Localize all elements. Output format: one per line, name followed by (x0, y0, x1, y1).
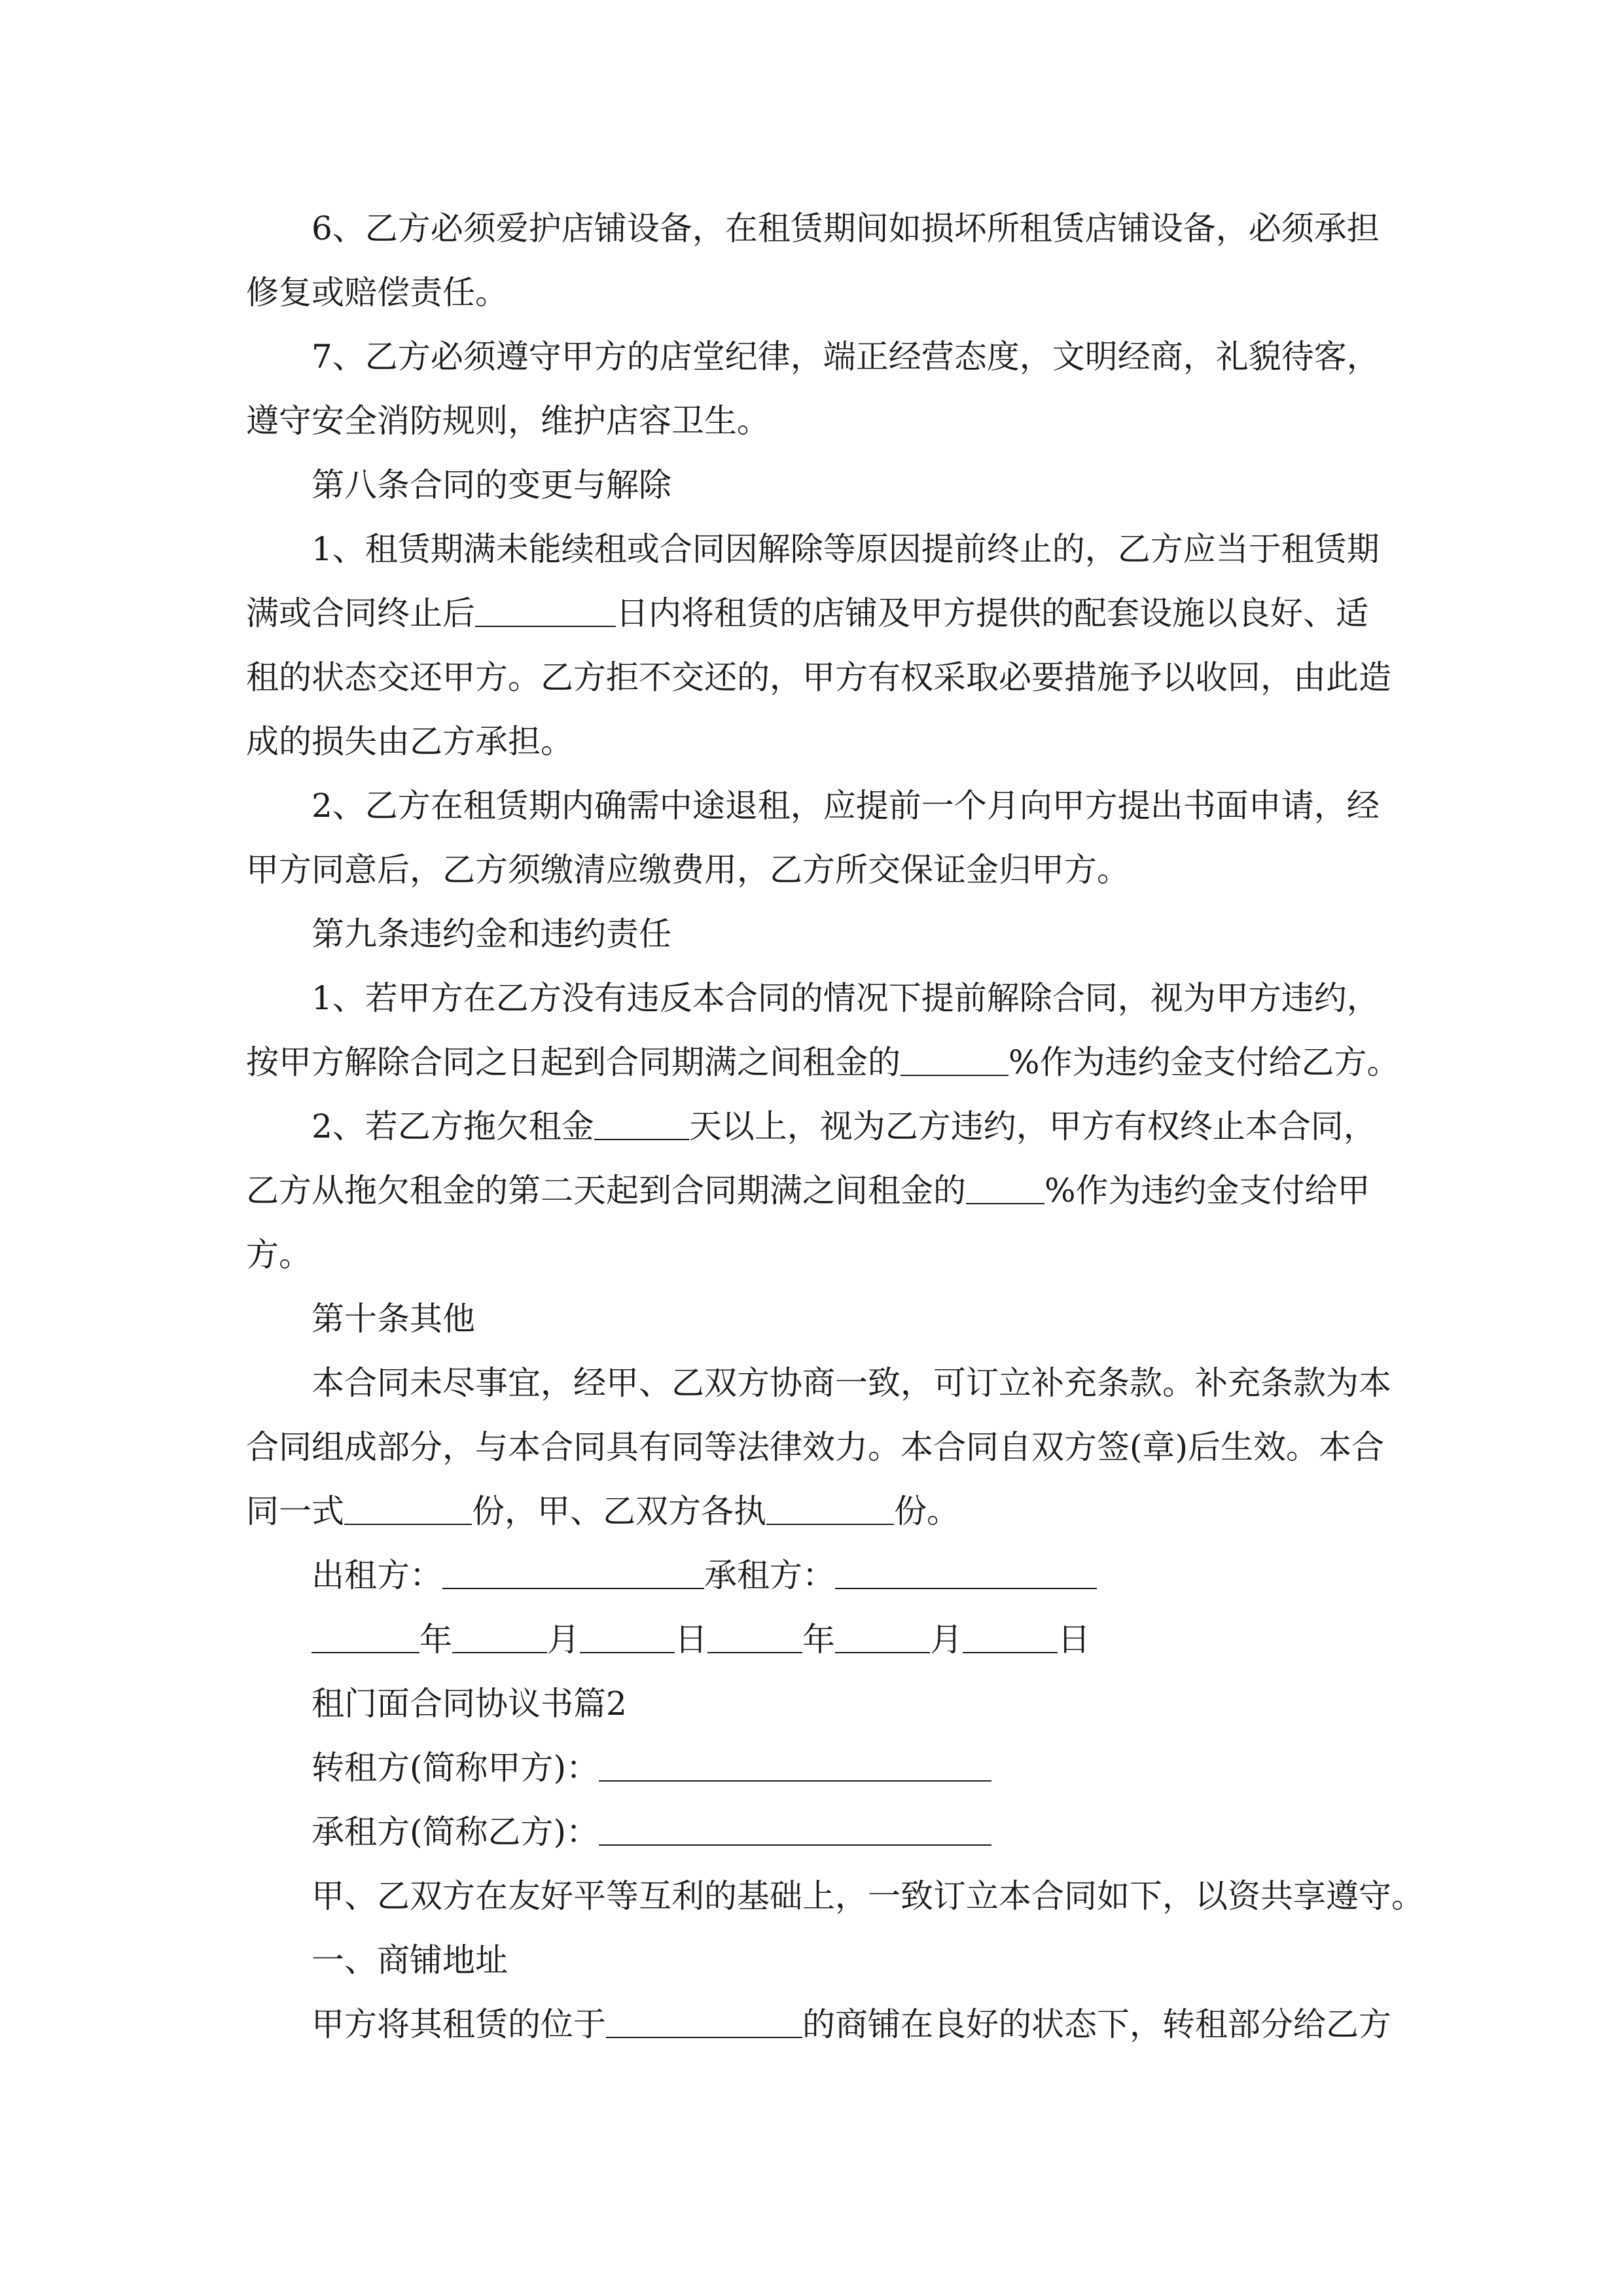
article-8-title: 第八条合同的变更与解除 (312, 466, 671, 504)
article-10-line-2: 合同组成部分，与本合同具有同等法律效力。本合同自双方签(章)后生效。本合 (246, 1428, 1385, 1466)
year-blank-2 (707, 1619, 802, 1653)
address-blank (606, 2004, 802, 2038)
article-9-title: 第九条违约金和违约责任 (312, 915, 671, 953)
contract-2-title (246, 1672, 1404, 1736)
sublessee-blank (599, 1812, 991, 1846)
text-segment: 满或合同终止后 (246, 594, 475, 632)
clause-9-2-line-1 (246, 1094, 1404, 1158)
clause-8-2-line-1: 2、乙方在租赁期内确需中途退租，应提前一个月向甲方提出书面申请，经 (312, 787, 1380, 825)
day-blank-1 (580, 1619, 675, 1653)
sublessor-field (246, 1736, 1404, 1800)
signature-fields (246, 1543, 1404, 1607)
text-segment: 日内将租赁的店铺及甲方提供的配套设施以良好、适 (616, 594, 1368, 632)
year-label-2: 年 (802, 1621, 835, 1659)
day-blank-2 (963, 1619, 1058, 1653)
day-label-2: 日 (1058, 1621, 1090, 1659)
text-segment: %作为违约金支付给乙方。 (1008, 1043, 1400, 1081)
month-blank-2 (835, 1619, 930, 1653)
clause-9-2 (246, 1094, 1404, 1287)
sublessee-line (246, 1800, 1404, 1864)
days-overdue-blank (594, 1106, 689, 1140)
article-10-body (246, 1351, 1404, 1543)
month-label-2: 月 (930, 1621, 963, 1659)
penalty-percent-blank (966, 1170, 1044, 1204)
document-body (246, 196, 1424, 2056)
text-segment: %作为违约金支付给甲 (1044, 1172, 1370, 1210)
article-10-heading (246, 1287, 1404, 1351)
sublessor-label: 转租方(简称甲方)： (312, 1749, 599, 1787)
clause-8-2 (246, 774, 1404, 902)
text-segment: 同一式 (246, 1492, 344, 1530)
clause-9-1-line-1: 1、若甲方在乙方没有违反本合同的情况下提前解除合同，视为甲方违约， (312, 979, 1380, 1017)
lessee-label: 承租方： (704, 1556, 835, 1594)
month-blank-1 (452, 1619, 547, 1653)
text-segment: 天以上，视为乙方违约，甲方有权终止本合同， (688, 1107, 1376, 1145)
text-segment: 乙方从拖欠租金的第二天起到合同期满之间租金的 (246, 1172, 966, 1210)
text-segment: 的商铺在良好的状态下，转租部分给乙方 (802, 2005, 1391, 2043)
sublessee-label: 承租方(简称乙方)： (312, 1813, 599, 1851)
section-1-heading (246, 1928, 1404, 1992)
lessor-blank (442, 1555, 704, 1589)
article-10-title: 第十条其他 (312, 1300, 475, 1338)
clause-9-2-line-3: 方。 (246, 1236, 312, 1274)
date-fields (246, 1607, 1404, 1672)
clause-7-6-line-2: 修复或赔偿责任。 (246, 274, 508, 312)
section-1-line-1 (246, 1992, 1404, 2056)
lessor-label: 出租方： (312, 1556, 442, 1594)
days-blank (475, 593, 616, 627)
clause-9-2-line-2 (246, 1158, 1404, 1223)
clause-8-1 (246, 517, 1404, 774)
date-line (246, 1607, 1404, 1672)
sublessor-blank (599, 1748, 991, 1782)
text-segment: 份，甲、乙双方各执 (472, 1492, 766, 1530)
article-9-heading (246, 902, 1404, 966)
day-label-1: 日 (675, 1621, 707, 1659)
intro-paragraph (246, 1864, 1424, 1928)
article-10-line-3 (246, 1479, 1404, 1543)
copies-blank (344, 1491, 472, 1525)
percent-blank (901, 1042, 1008, 1076)
contract-2-heading: 租门面合同协议书篇2 (312, 1685, 627, 1723)
clause-7-7-line-2: 遵守安全消防规则，维护店容卫生。 (246, 402, 770, 440)
clause-7-7 (246, 325, 1404, 453)
month-label-1: 月 (547, 1621, 580, 1659)
section-1-title: 一、商铺地址 (312, 1941, 508, 1979)
article-8-heading (246, 453, 1404, 517)
clause-7-6 (246, 196, 1404, 325)
clause-7-6-line-1: 6、乙方必须爱护店铺设备，在租赁期间如损坏所租赁店铺设备，必须承担 (312, 209, 1380, 247)
clause-9-1-line-2 (246, 1030, 1404, 1094)
text-segment: 按甲方解除合同之日起到合同期满之间租金的 (246, 1043, 901, 1081)
year-label-1: 年 (419, 1621, 452, 1659)
clause-8-1-line-4: 成的损失由乙方承担。 (246, 723, 573, 761)
clause-7-7-line-1: 7、乙方必须遵守甲方的店堂纪律，端正经营态度，文明经商，礼貌待客， (312, 338, 1380, 376)
clause-8-1-line-2 (246, 581, 1404, 645)
section-1-body (246, 1992, 1404, 2056)
copies-each-blank (766, 1491, 894, 1525)
text-segment: 2、若乙方拖欠租金 (312, 1107, 594, 1145)
sublessor-line (246, 1736, 1404, 1800)
text-segment: 份。 (894, 1492, 959, 1530)
year-blank-1 (312, 1619, 419, 1653)
clause-8-2-line-2: 甲方同意后，乙方须缴清应缴费用，乙方所交保证金归甲方。 (246, 851, 1130, 889)
clause-8-1-line-1: 1、租赁期满未能续租或合同因解除等原因提前终止的，乙方应当于租赁期 (312, 530, 1380, 568)
lessee-blank (835, 1555, 1097, 1589)
article-10-line-1: 本合同未尽事宜，经甲、乙双方协商一致，可订立补充条款。补充条款为本 (312, 1364, 1391, 1402)
sublessee-field (246, 1800, 1404, 1864)
text-segment: 甲方将其租赁的位于 (312, 2005, 606, 2043)
clause-8-1-line-3: 租的状态交还甲方。乙方拒不交还的，甲方有权采取必要措施予以收回，由此造 (246, 658, 1391, 696)
intro-line: 甲、乙双方在友好平等互利的基础上，一致订立本合同如下，以资共享遵守。 (312, 1877, 1424, 1915)
clause-9-1 (246, 966, 1404, 1094)
signature-line (246, 1543, 1404, 1607)
